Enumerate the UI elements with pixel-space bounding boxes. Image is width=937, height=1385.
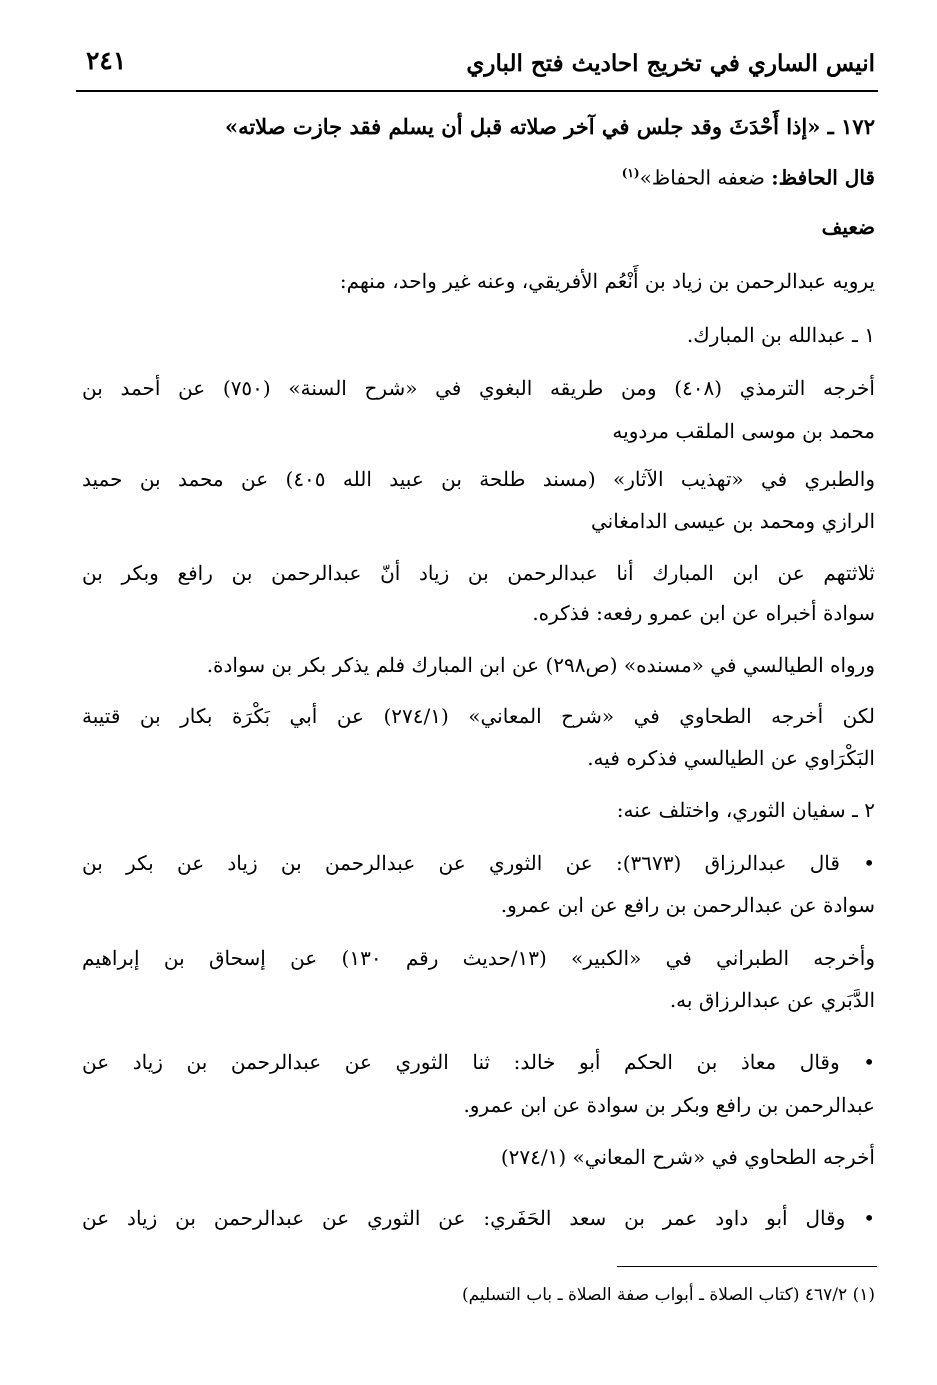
text-line-content: • وقال أبو داود عمر بن سعد الحَفَري: عن الثوري عن عبدالرحمن بن زياد عن — [82, 1206, 875, 1230]
text-line — [532, 600, 875, 626]
text-line — [670, 987, 875, 1013]
text-line — [822, 214, 875, 240]
text-line — [207, 652, 875, 678]
text-line — [501, 892, 875, 918]
text-line-content: ثلاثتهم عن ابن المبارك أنا عبدالرحمن بن زياد أنّ عبدالرحمن بن رافع وبكر بن — [82, 561, 875, 585]
footnote-marker: (١) — [621, 166, 640, 180]
text-line-content: أخرجه الطحاوي في «شرح المعاني» (٢٧٤/١) — [500, 1145, 875, 1169]
text-line — [591, 508, 875, 534]
footnote-divider — [617, 1266, 877, 1267]
text-line-content: قال الحافظ: — [771, 165, 875, 190]
text-line — [225, 114, 875, 140]
text-line — [587, 745, 875, 771]
text-line — [82, 945, 875, 971]
text-line-content: • قال عبدالرزاق (٣٦٧٣): عن الثوري عن عبدالرحمن بن زياد عن بكر بن — [82, 851, 875, 875]
header-divider — [76, 90, 878, 92]
text-line — [82, 375, 875, 401]
text-line — [612, 418, 875, 444]
text-line — [82, 1049, 875, 1075]
text-line-content: ورواه الطيالسي في «مسنده» (ص٢٩٨) عن ابن المبارك فلم يذكر بكر بن سوادة. — [206, 653, 875, 677]
text-line-content: عبدالرحمن بن رافع وبكر بن سوادة عن ابن عمرو. — [463, 1093, 875, 1117]
text-line — [82, 560, 875, 586]
text-line-content: يرويه عبدالرحمن بن زياد بن أَنْعُم الأفريقي، وعنه غير واحد، منهم: — [339, 269, 875, 293]
text-line-content: وأخرجه الطبراني في «الكبير» (١٣/حديث رقم ١٣٠) عن إسحاق بن إبراهيم — [82, 946, 876, 970]
text-line-content: لكن أخرجه الطحاوي في «شرح المعاني» (٢٧٤/١) عن أبي بَكْرَة بكار بن قتيبة — [82, 704, 875, 728]
text-line-content: سوادة عن عبدالرحمن بن رافع عن ابن عمرو. — [500, 893, 875, 917]
text-line-content: ١ ـ عبدالله بن المبارك. — [686, 323, 875, 347]
text-line-content: ١٧٢ ـ «إذا أَحْدَثَ وقد جلس في آخر صلاته قبل أن يسلم فقد جازت صلاته» — [224, 114, 875, 139]
footnote: (١) ٤٦٧/٢ (كتاب الصلاة ـ أبواب صفة الصلاة ـ باب التسليم) — [461, 1285, 875, 1305]
text-line-content: البَكْرَاوي عن الطيالسي فذكره فيه. — [587, 746, 875, 770]
text-line — [82, 1205, 875, 1231]
text-line-content: الدَّبَري عن عبدالرزاق به. — [669, 988, 875, 1012]
text-line-content: والطبري في «تهذيب الآثار» (مسند طلحة بن عبيد الله ٤٠٥) عن محمد بن حميد — [82, 467, 875, 491]
text-line — [617, 797, 875, 823]
text-line-content: محمد بن موسى الملقب مردويه — [612, 419, 875, 443]
text-line — [501, 1144, 875, 1170]
text-line — [687, 322, 875, 348]
text-line — [82, 466, 875, 492]
text-line-content: ضعيف — [821, 215, 875, 239]
text-line-content: الرازي ومحمد بن عيسى الدامغاني — [591, 509, 875, 533]
text-line — [622, 160, 875, 191]
text-line-content: سوادة أخبراه عن ابن عمرو رفعه: فذكره. — [532, 601, 875, 625]
text-line — [82, 850, 875, 876]
text-line — [82, 703, 875, 729]
text-line-content: أخرجه الترمذي (٤٠٨) ومن طريقه البغوي في «شرح السنة» (٧٥٠) عن أحمد بن — [82, 376, 875, 400]
text-line-continuation: ضعفه الحفاظ» — [639, 165, 772, 190]
page-number: ٢٤١ — [86, 46, 127, 75]
text-line-content: ٢ ـ سفيان الثوري، واختلف عنه: — [616, 798, 875, 822]
text-line — [340, 268, 875, 294]
text-line — [463, 1092, 875, 1118]
running-header-title: انيس الساري في تخريج احاديث فتح الباري — [466, 50, 875, 77]
text-line-content: • وقال معاذ بن الحكم أبو خالد: ثنا الثوري عن عبدالرحمن بن زياد عن — [82, 1050, 875, 1074]
